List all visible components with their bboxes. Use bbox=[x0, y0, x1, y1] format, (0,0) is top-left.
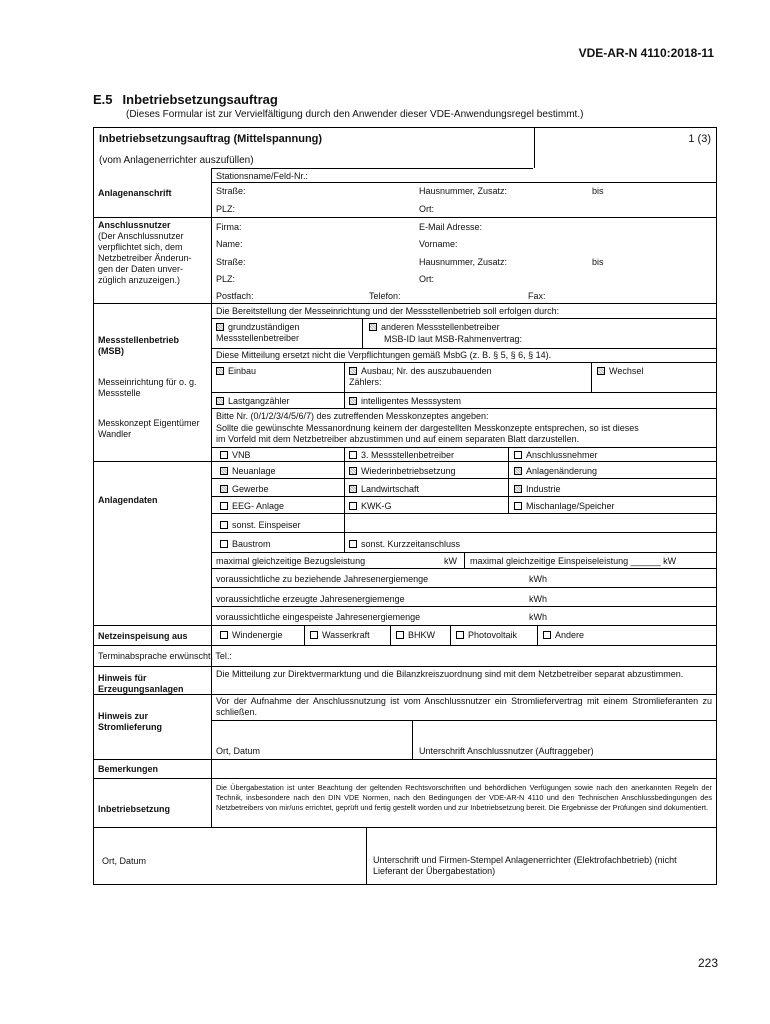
section-heading bbox=[93, 92, 278, 107]
checkbox-agriculture[interactable] bbox=[349, 485, 357, 493]
checkbox-remove[interactable] bbox=[349, 367, 357, 375]
remarks-label: Bemerkungen bbox=[98, 764, 159, 774]
loadprofile-option[interactable] bbox=[216, 396, 290, 407]
owner-third[interactable] bbox=[349, 450, 454, 461]
connection-user-note: (Der Anschlussnutzer verpflichtet sich, dem Netzbetreiber Änderun- gen der Daten unver- züglich anzuzeigen.) bbox=[98, 231, 192, 285]
user-zip-field[interactable]: PLZ: bbox=[216, 274, 236, 284]
annual-generation-field[interactable]: voraussichtliche erzeugte Jahresenergiemenge bbox=[216, 594, 405, 604]
recommission-option[interactable] bbox=[349, 466, 456, 477]
wind-label: Windenergie bbox=[232, 630, 283, 640]
checkbox-mixed[interactable] bbox=[514, 502, 522, 510]
place-date-field[interactable]: Ort, Datum bbox=[102, 856, 147, 866]
kwkg-label: KWK-G bbox=[361, 501, 392, 511]
checkbox-other[interactable] bbox=[369, 323, 377, 331]
checkbox-customer[interactable] bbox=[514, 451, 522, 459]
msb-option-other[interactable] bbox=[369, 322, 500, 333]
owner-third-label: 3. Messstellenbetreiber bbox=[361, 450, 455, 460]
industry-label: Industrie bbox=[526, 484, 561, 494]
firstname-field[interactable]: Vorname: bbox=[419, 239, 458, 249]
housenumber-field[interactable]: Hausnummer, Zusatz: bbox=[419, 186, 508, 196]
annual-feedin-unit: kWh bbox=[529, 612, 547, 622]
smartmeter-label: intelligentes Messsystem bbox=[361, 396, 462, 406]
user-city-field[interactable]: Ort: bbox=[419, 274, 434, 284]
max-demand-field[interactable]: maximal gleichzeitige Bezugsleistung bbox=[216, 556, 366, 566]
owner-customer-label: Anschlussnehmer bbox=[526, 450, 598, 460]
address-label: Anlagenanschrift bbox=[98, 188, 172, 198]
concept-text-3: im Vorfeld mit dem Netzbetreiber abzustimmen und auf einem separaten Blatt darzustellen. bbox=[216, 434, 580, 444]
construction-power-option[interactable] bbox=[220, 539, 271, 550]
checkbox-loadprofile[interactable] bbox=[216, 397, 224, 405]
user-street-field[interactable]: Straße: bbox=[216, 257, 246, 267]
msb-id-field[interactable]: MSB-ID laut MSB-Rahmenvertrag: bbox=[384, 334, 523, 344]
hydro-label: Wasserkraft bbox=[322, 630, 370, 640]
user-housenumber-field[interactable]: Hausnummer, Zusatz: bbox=[419, 257, 508, 267]
max-feedin-field[interactable]: maximal gleichzeitige Einspeiseleistung ______ kW bbox=[470, 556, 677, 566]
modification-option[interactable] bbox=[514, 466, 597, 477]
fax-field[interactable]: Fax: bbox=[528, 291, 546, 301]
order-form bbox=[93, 127, 717, 885]
new-plant-label: Neuanlage bbox=[232, 466, 276, 476]
pobox-field[interactable]: Postfach: bbox=[216, 291, 254, 301]
checkbox-install[interactable] bbox=[216, 367, 224, 375]
change-label: Wechsel bbox=[609, 366, 644, 376]
checkbox-construction[interactable] bbox=[220, 540, 228, 548]
grid-feedin-label: Netzeinspeisung aus bbox=[98, 631, 188, 641]
name-field[interactable]: Name: bbox=[216, 239, 243, 249]
appointment-field[interactable]: Terminabsprache erwünscht, Tel.: bbox=[98, 651, 232, 661]
checkbox-smartmeter[interactable] bbox=[349, 397, 357, 405]
msb-option-basic[interactable] bbox=[216, 322, 346, 344]
pv-option[interactable] bbox=[456, 630, 517, 641]
annual-consumption-unit: kWh bbox=[529, 574, 547, 584]
owner-customer[interactable] bbox=[514, 450, 598, 461]
city-field[interactable]: Ort: bbox=[419, 204, 434, 214]
concept-label: Messkonzept Eigentümer Wandler bbox=[98, 418, 200, 439]
checkbox-hydro[interactable] bbox=[310, 631, 318, 639]
generation-note-label: Hinweis für Erzeugungsanlagen bbox=[98, 673, 184, 694]
concept-text-1: Bitte Nr. (0/1/2/3/4/5/6/7) des zutreffenden Messkonzeptes angeben: bbox=[216, 411, 489, 421]
checkbox-industry[interactable] bbox=[514, 485, 522, 493]
checkbox-change[interactable] bbox=[597, 367, 605, 375]
supply-note-text: Vor der Aufnahme der Anschlussnutzung ist vom Anschlussnutzer ein Stromliefervertrag mit einem Stromlieferanten zu schließen. bbox=[216, 696, 712, 717]
install-label: Einbau bbox=[228, 366, 257, 376]
commissioning-label: Inbetriebsetzung bbox=[98, 804, 171, 814]
supply-signature[interactable]: Unterschrift Anschlussnutzer (Auftraggeber) bbox=[419, 746, 594, 756]
checkbox-wind[interactable] bbox=[220, 631, 228, 639]
station-field[interactable]: Stationsname/Feld-Nr.: bbox=[216, 171, 309, 181]
change-option[interactable] bbox=[597, 366, 643, 377]
checkbox-other-source[interactable] bbox=[543, 631, 551, 639]
annual-feedin-field[interactable]: voraussichtliche eingespeiste Jahresenergiemenge bbox=[216, 612, 421, 622]
short-term-label: sonst. Kurzzeitanschluss bbox=[361, 539, 461, 549]
checkbox-pv[interactable] bbox=[456, 631, 464, 639]
msb-intro: Die Bereitstellung der Messeinrichtung und der Messstellenbetrieb soll erfolgen durch: bbox=[216, 306, 560, 316]
checkbox-chp[interactable] bbox=[396, 631, 404, 639]
construction-label: Baustrom bbox=[232, 539, 271, 549]
owner-vnb[interactable] bbox=[220, 450, 251, 461]
hydro-option[interactable] bbox=[310, 630, 370, 641]
owner-vnb-label: VNB bbox=[232, 450, 251, 460]
checkbox-shortterm[interactable] bbox=[349, 540, 357, 548]
other-source-label: Andere bbox=[555, 630, 585, 640]
section-number: E.5 bbox=[93, 92, 113, 107]
concept-text-2: Sollte die gewünschte Messanordnung keinem der dargestellten Messkonzepte entsprechen, so ist dieses bbox=[216, 423, 639, 433]
pv-label: Photovoltaik bbox=[468, 630, 518, 640]
agriculture-option[interactable] bbox=[349, 484, 419, 495]
checkbox-other-feeder[interactable] bbox=[220, 521, 228, 529]
connection-user-label: Anschlussnutzer bbox=[98, 220, 171, 230]
checkbox-basic[interactable] bbox=[216, 323, 224, 331]
checkbox-recommission[interactable] bbox=[349, 467, 357, 475]
checkbox-modification[interactable] bbox=[514, 467, 522, 475]
section-subtitle: (Dieses Formular ist zur Vervielfältigung durch den Anwender dieser VDE-Anwendungsregel bestimmt.) bbox=[126, 109, 584, 120]
checkbox-eeg[interactable] bbox=[220, 502, 228, 510]
smartmeter-option[interactable] bbox=[349, 396, 461, 407]
short-term-option[interactable] bbox=[349, 539, 460, 550]
meter-label: Messeinrichtung für o. g. Messstelle bbox=[98, 377, 197, 398]
checkbox-third[interactable] bbox=[349, 451, 357, 459]
company-field[interactable]: Firma: bbox=[216, 222, 242, 232]
max-demand-unit: kW bbox=[444, 556, 457, 566]
recommission-label: Wiederinbetriebsetzung bbox=[361, 466, 456, 476]
eeg-option[interactable] bbox=[220, 501, 284, 512]
document-id: VDE-AR-N 4110:2018-11 bbox=[578, 46, 714, 60]
email-field[interactable]: E-Mail Adresse: bbox=[419, 222, 483, 232]
supply-place-date[interactable]: Ort, Datum bbox=[216, 746, 261, 756]
eeg-label: EEG- Anlage bbox=[232, 501, 285, 511]
modification-label: Anlagenänderung bbox=[526, 466, 598, 476]
annual-generation-unit: kWh bbox=[529, 594, 547, 604]
msb-option-other-label: anderen Messstellenbetreiber bbox=[381, 322, 500, 332]
street-field[interactable]: Straße: bbox=[216, 186, 246, 196]
mixed-option[interactable] bbox=[514, 501, 615, 512]
generation-note-text: Die Mitteilung zur Direktvermarktung und die Bilanzkreiszuordnung sind mit dem Netzbetreiber separat abzustimmen. bbox=[216, 669, 684, 679]
msb-label: Messstellenbetrieb (MSB) bbox=[98, 335, 180, 356]
installer-signature[interactable]: Unterschrift und Firmen-Stempel Anlagenerrichter (Elektrofachbetrieb) (nicht Lieferant der Übergabestation) bbox=[373, 855, 677, 876]
zip-field[interactable]: PLZ: bbox=[216, 204, 236, 214]
plant-data-label: Anlagendaten bbox=[98, 495, 158, 505]
industry-option[interactable] bbox=[514, 484, 561, 495]
checkbox-kwkg[interactable] bbox=[349, 502, 357, 510]
msb-option-basic-label: grundzuständigen Messstellenbetreiber bbox=[216, 322, 300, 343]
wind-option[interactable] bbox=[220, 630, 283, 641]
other-feeder-label: sonst. Einspeiser bbox=[232, 520, 301, 530]
checkbox-commercial[interactable] bbox=[220, 485, 228, 493]
checkbox-new[interactable] bbox=[220, 467, 228, 475]
loadprofile-label: Lastgangzähler bbox=[228, 396, 290, 406]
section-title: Inbetriebsetzungsauftrag bbox=[122, 92, 278, 107]
page-number: 223 bbox=[697, 956, 718, 970]
form-title: Inbetriebsetzungsauftrag (Mittelspannung) bbox=[99, 133, 323, 145]
agriculture-label: Landwirtschaft bbox=[361, 484, 420, 494]
user-housenumber-bis: bis bbox=[592, 257, 604, 267]
new-plant-option[interactable] bbox=[220, 466, 276, 477]
remove-option[interactable] bbox=[349, 366, 499, 388]
other-feeder-option[interactable] bbox=[220, 520, 301, 531]
remove-label: Ausbau; Nr. des auszubauenden Zählers: bbox=[349, 366, 492, 387]
annual-consumption-field[interactable]: voraussichtliche zu beziehende Jahresenergiemenge bbox=[216, 574, 429, 584]
housenumber-bis: bis bbox=[592, 186, 604, 196]
msb-note: Diese Mitteilung ersetzt nicht die Verpflichtungen gemäß MsbG (z. B. § 5, § 6, § 14). bbox=[216, 350, 552, 360]
commercial-label: Gewerbe bbox=[232, 484, 269, 494]
commercial-option[interactable] bbox=[220, 484, 269, 495]
install-option[interactable] bbox=[216, 366, 256, 377]
mixed-label: Mischanlage/Speicher bbox=[526, 501, 615, 511]
chp-label: BHKW bbox=[408, 630, 435, 640]
chp-option[interactable] bbox=[396, 630, 435, 641]
phone-field[interactable]: Telefon: bbox=[369, 291, 401, 301]
form-page-of: 1 (3) bbox=[688, 133, 711, 145]
commissioning-text: Die Übergabestation ist unter Beachtung der geltenden Rechtsvorschriften und behördlichen Verfügungen sowie nach den anerkannten Regeln der Technik, insbesondere nach den DIN VDE Normen, nach den Bedingungen der VDE-AR-N 4110 und den Technischen Anschlussbedingungen des Netzbetreibers von mir/uns errichtet, geprüft und fertig gestellt worden und zur Inbetriebsetzung bereit. Die Ergebnisse der Prüfungen sind dokumentiert. bbox=[216, 783, 712, 812]
checkbox-vnb[interactable] bbox=[220, 451, 228, 459]
supply-note-label: Hinweis zur Stromlieferung bbox=[98, 711, 163, 732]
other-source-option[interactable] bbox=[543, 630, 584, 641]
fill-note: (vom Anlagenerrichter auszufüllen) bbox=[99, 155, 254, 166]
kwkg-option[interactable] bbox=[349, 501, 392, 512]
